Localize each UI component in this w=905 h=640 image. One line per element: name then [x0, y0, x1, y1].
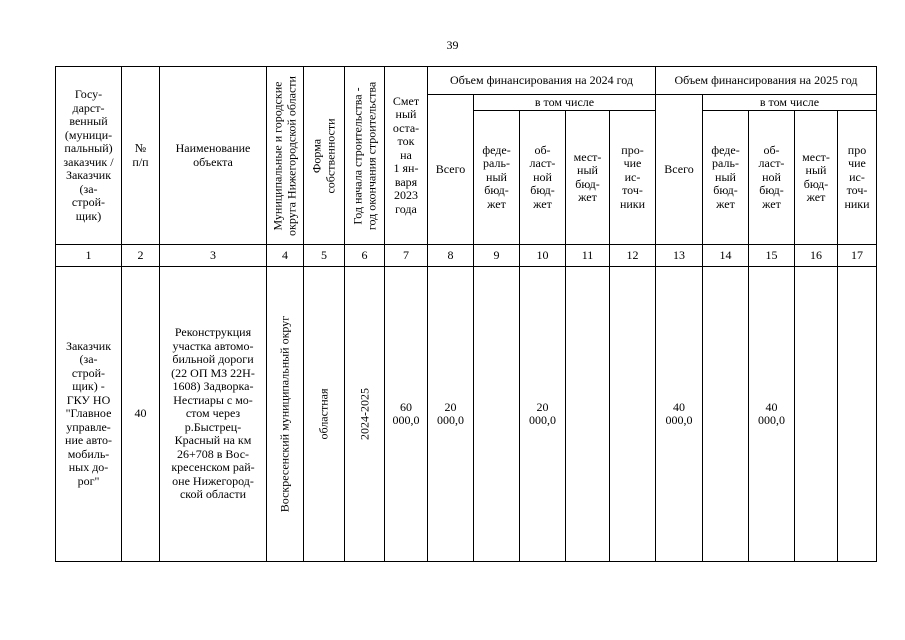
- header-local-2024: мест- ный бюд- жет: [566, 111, 610, 245]
- table-row: [56, 267, 877, 562]
- column-number: 6: [345, 245, 385, 267]
- header-local-2025: мест- ный бюд- жет: [795, 111, 838, 245]
- cell-municipality: [267, 267, 304, 562]
- cell-federal-2024: [474, 267, 520, 562]
- header-financing-2024: Объем финансирования на 2024 год: [428, 67, 656, 95]
- column-number: 17: [838, 245, 877, 267]
- cell-local-2025: [795, 267, 838, 562]
- cell-regional-2025: 40 000,0: [749, 267, 795, 562]
- header-other-2025: про чие ис- точ- ники: [838, 111, 877, 245]
- column-number: 9: [474, 245, 520, 267]
- cell-municipality-text: Воскресенский муниципальный округ: [277, 315, 292, 513]
- cell-other-2025: [838, 267, 877, 562]
- header-ownership: [304, 67, 345, 245]
- header-federal-2024: феде- раль- ный бюд- жет: [474, 111, 520, 245]
- column-number: 12: [610, 245, 656, 267]
- financing-table: [55, 66, 877, 562]
- column-number: 13: [656, 245, 703, 267]
- header-estimate: Смет ный оста- ток на 1 ян- варя 2023 года: [385, 67, 428, 245]
- header-row-1: [56, 67, 877, 95]
- header-ownership-line2: собственности: [323, 117, 337, 194]
- header-municipality-line1: Муниципальные и городские: [270, 81, 285, 230]
- header-object-name: Наименование объекта: [160, 67, 267, 245]
- cell-object-name: Реконструкция участка автомо- бильной дороги (22 ОП МЗ 22Н- 1608) Задворка- Нестиары с мо- стом через р.Быстрец- Красный на км 26+708 в Вос- кресенском рай- оне Нижегород- ской области: [160, 267, 267, 562]
- cell-regional-2024: 20 000,0: [520, 267, 566, 562]
- header-federal-2025: феде- раль- ный бюд- жет: [703, 111, 749, 245]
- column-number: 5: [304, 245, 345, 267]
- cell-federal-2025: [703, 267, 749, 562]
- column-number: 8: [428, 245, 474, 267]
- cell-customer: Заказчик (за- строй- щик) - ГКУ НО "Главное управле- ние авто- мобиль- ных до- рог": [56, 267, 122, 562]
- cell-years-text: 2024-2025: [356, 388, 371, 440]
- header-financing-2025: Объем финансирования на 2025 год: [656, 67, 877, 95]
- cell-estimate: 60 000,0: [385, 267, 428, 562]
- column-number: 7: [385, 245, 428, 267]
- header-municipality-line2: округа Нижегородской области: [284, 75, 298, 236]
- column-number-row: [56, 245, 877, 267]
- cell-total-2024: 20 000,0: [428, 267, 474, 562]
- cell-other-2024: [610, 267, 656, 562]
- header-regional-2025: об- ласт- ной бюд- жет: [749, 111, 795, 245]
- header-including-2024: в том числе: [474, 95, 656, 111]
- header-including-2025: в том числе: [703, 95, 877, 111]
- column-number: 16: [795, 245, 838, 267]
- header-number: № п/п: [122, 67, 160, 245]
- header-customer: Госу- дарст- венный (муници- пальный) заказчик / Заказчик (за- строй- щик): [56, 67, 122, 245]
- header-years: [345, 67, 385, 245]
- column-number: 1: [56, 245, 122, 267]
- cell-number: 40: [122, 267, 160, 562]
- cell-ownership: [304, 267, 345, 562]
- column-number: 10: [520, 245, 566, 267]
- header-regional-2024: об- ласт- ной бюд- жет: [520, 111, 566, 245]
- column-number: 15: [749, 245, 795, 267]
- column-number: 14: [703, 245, 749, 267]
- cell-total-2025: 40 000,0: [656, 267, 703, 562]
- cell-years: [345, 267, 385, 562]
- page-number: 39: [446, 38, 459, 52]
- column-number: 2: [122, 245, 160, 267]
- header-years-line2: год окончания строительства: [363, 81, 378, 230]
- header-other-2024: про- чие ис- точ- ники: [610, 111, 656, 245]
- column-number: 3: [160, 245, 267, 267]
- header-years-line1: Год начала строительства -: [350, 86, 364, 225]
- cell-local-2024: [566, 267, 610, 562]
- column-number: 11: [566, 245, 610, 267]
- header-total-2024: Всего: [428, 95, 474, 245]
- header-total-2025: Всего: [656, 95, 703, 245]
- header-ownership-line1: Форма: [309, 138, 324, 173]
- column-number: 4: [267, 245, 304, 267]
- cell-ownership-text: областная: [316, 388, 331, 440]
- header-municipality: [267, 67, 304, 245]
